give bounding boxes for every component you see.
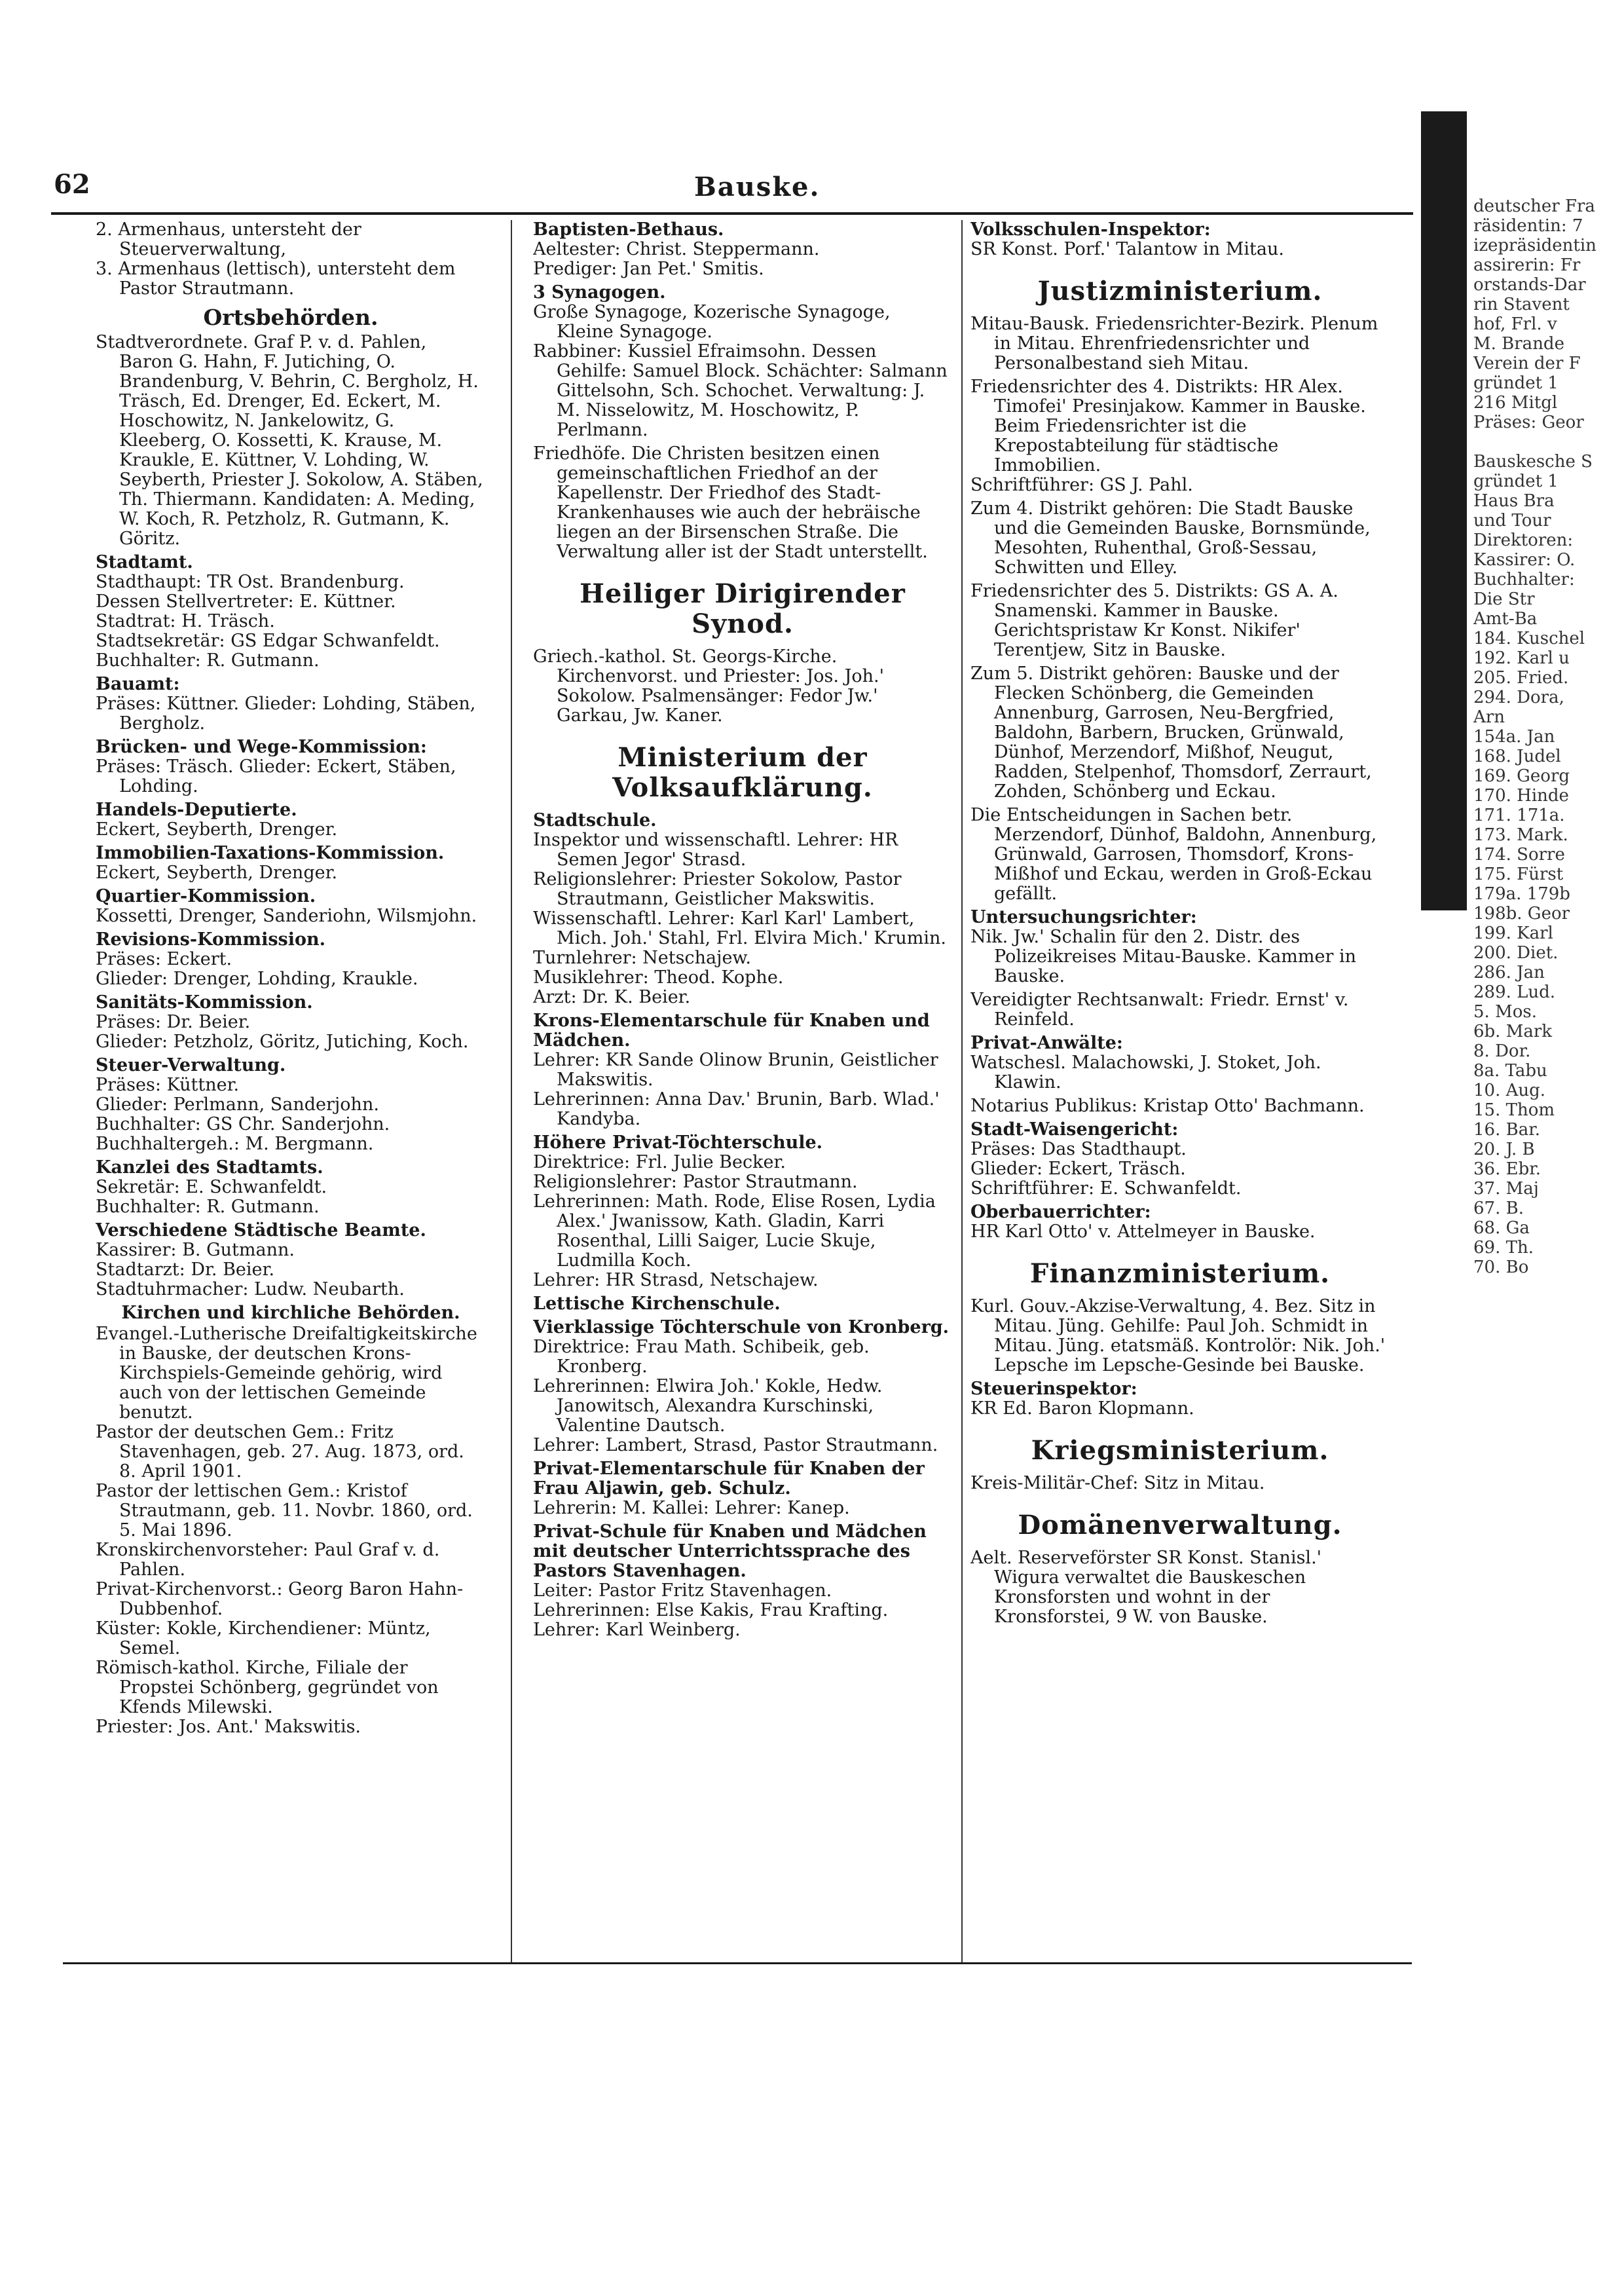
adjacent-line [1473, 432, 1624, 452]
entry-text: Eckert, Seyberth, Drenger. [96, 819, 338, 840]
entry-heading: Verschiedene Städtische Beamte. [96, 1220, 426, 1241]
adjacent-line: 6b. Mark [1473, 1022, 1553, 1041]
entry-text: Priester: Jos. Ant.' Makswitis. [96, 1717, 361, 1737]
entry-text: Lehrerinnen: Math. Rode, Elise Rosen, Lydia Alex.' Jwanissow, Kath. Gladin, Karri Rosenthal, Lilli Saiger, Lucie Skuje, Ludmilla Koch. [533, 1191, 936, 1271]
adjacent-line: 175. Fürst [1473, 865, 1564, 884]
adjacent-line: 70. Bo [1473, 1258, 1529, 1277]
entry-heading: Sanitäts-Kommission. [96, 992, 313, 1013]
adjacent-line: Die Str [1473, 589, 1535, 609]
entry-heading: Brücken- und Wege-Kommission: [96, 737, 427, 757]
running-head: Bauske. [694, 172, 821, 202]
entry-text: Pastor der lettischen Gem.: Kristof Strautmann, geb. 11. Novbr. 1860, ord. 5. Mai 1896. [96, 1481, 473, 1540]
entry-heading: Stadtamt. [96, 552, 193, 572]
entry-text: Präses: Küttner. Glieder: Lohding, Stäben, Bergholz. [96, 694, 476, 734]
section-heading: Kriegsministerium. [1031, 1435, 1329, 1466]
column-1 [96, 220, 486, 1962]
entry-text: KR Ed. Baron Klopmann. [970, 1398, 1194, 1419]
adjacent-line: 199. Karl [1473, 924, 1553, 943]
entry-text: Inspektor und wissenschaftl. Lehrer: HR Semen Jegor' Strasd. [533, 830, 898, 870]
adjacent-line: Verein der F [1473, 354, 1581, 373]
adjacent-line: 286. Jan [1473, 963, 1545, 982]
entry-text: Buchhalter: GS Chr. Sanderjohn. [96, 1114, 390, 1134]
entry-text: Schriftführer: E. Schwanfeldt. [970, 1178, 1242, 1199]
adjacent-line: 36. Ebr. [1473, 1159, 1541, 1179]
adjacent-line: Arn [1473, 707, 1505, 727]
entry-text: Stadtuhrmacher: Ludw. Neubarth. [96, 1279, 405, 1299]
entry-text: Lehrerinnen: Else Kakis, Frau Krafting. [533, 1600, 889, 1620]
adjacent-line: 171. 171a. [1473, 806, 1565, 825]
entry-text: Eckert, Seyberth, Drenger. [96, 863, 338, 883]
adjacent-line: 69. Th. [1473, 1238, 1534, 1258]
adjacent-line: rin Stavent [1473, 295, 1570, 314]
entry-text: Kassirer: B. Gutmann. [96, 1240, 295, 1260]
entry-text: Musiklehrer: Theod. Kophe. [533, 967, 784, 988]
entry-text: Stadtrat: H. Träsch. [96, 611, 275, 631]
adjacent-line: orstands-Dar [1473, 275, 1586, 295]
entry-text: Buchhaltergeh.: M. Bergmann. [96, 1134, 374, 1154]
entry-heading: Lettische Kirchenschule. [533, 1294, 781, 1314]
adjacent-line: hof, Frl. v [1473, 314, 1557, 334]
adjacent-line: 67. B. [1473, 1199, 1524, 1218]
entry-text: Leiter: Pastor Fritz Stavenhagen. [533, 1580, 832, 1601]
entry-text: Dessen Stellvertreter: E. Küttner. [96, 591, 396, 612]
entry-text: Präses: Das Stadthaupt. [970, 1139, 1187, 1159]
adjacent-line: Präses: Geor [1473, 413, 1584, 432]
adjacent-line: 200. Diet. [1473, 943, 1559, 963]
adjacent-line: Buchhalter: [1473, 570, 1575, 589]
entry-text: 3. Armenhaus (lettisch), untersteht dem Pastor Strautmann. [96, 259, 456, 299]
entry-text: Griech.-kathol. St. Georgs-Kirche. Kirchenvorst. und Priester: Jos. Joh.' Sokolow. Psalmensänger: Fedor Jw.' Garkau, Jw. Kaner. [533, 646, 885, 726]
entry-text: Sekretär: E. Schwanfeldt. [96, 1177, 327, 1197]
adjacent-line: 15. Thom [1473, 1100, 1555, 1120]
entry-text: Aeltester: Christ. Steppermann. [533, 239, 820, 259]
entry-text: Glieder: Drenger, Lohding, Kraukle. [96, 969, 418, 989]
adjacent-line: und Tour [1473, 511, 1551, 531]
adjacent-line: gründet 1 [1473, 472, 1559, 491]
entry-heading: Handels-Deputierte. [96, 800, 297, 820]
adjacent-page-text [1473, 196, 1624, 1277]
entry-text: Direktrice: Frl. Julie Becker. [533, 1152, 786, 1172]
section-heading: Ortsbehörden. [203, 305, 378, 330]
adjacent-line: Amt-Ba [1473, 609, 1538, 629]
entry-heading: Privat-Elementarschule für Knaben der Frau Aljawin, geb. Schulz. [533, 1459, 925, 1499]
entry-text: Römisch-kathol. Kirche, Filiale der Propstei Schönberg, gegründet von Kfends Milewski. [96, 1658, 439, 1717]
entry-heading: Bauamt: [96, 674, 180, 694]
entry-heading: Revisions-Kommission. [96, 929, 326, 950]
entry-text: Lehrer: Lambert, Strasd, Pastor Strautmann. [533, 1435, 938, 1455]
adjacent-line: 294. Dora, [1473, 688, 1564, 707]
entry-text: Zum 4. Distrikt gehören: Die Stadt Bauske und die Gemeinden Bauske, Bornsmünde, Mesohten, Ruhenthal, Groß-Sessau, Schwitten und Elley. [970, 498, 1371, 578]
entry-heading: Privat-Schule für Knaben und Mädchen mit deutscher Unterrichtssprache des Pastors Stavenhagen. [533, 1521, 927, 1581]
entry-text: Große Synagoge, Kozerische Synagoge, Kleine Synagoge. [533, 302, 891, 342]
entry-text: Stadtsekretär: GS Edgar Schwanfeldt. [96, 631, 440, 651]
adjacent-line: 174. Sorre [1473, 845, 1565, 865]
adjacent-line: assirerin: Fr [1473, 255, 1581, 275]
entry-heading: Oberbauerrichter: [970, 1202, 1151, 1222]
entry-text: Stadtverordnete. Graf P. v. d. Pahlen, Baron G. Hahn, F. Jutiching, O. Brandenburg, V. Behrin, C. Bergholz, H. Träsch, Ed. Drenger, Ed. Eckert, M. Hoschowitz, N. Jankelowitz, G. Kleeberg, O. Kossetti, K. Krause, M. Kraukle, E. Küttner, V. Lohding, W. Seyberth, Priester J. Sokolow, A. Stäben, Th. Thiermann. Kandidaten: A. Meding, W. Koch, R. Petzholz, R. Gutmann, K. Göritz. [96, 332, 483, 549]
adjacent-line: 173. Mark. [1473, 825, 1568, 845]
entry-text: Nik. Jw.' Schalin für den 2. Distr. des Polizeikreises Mitau-Bauske. Kammer in Bauske. [970, 927, 1356, 986]
entry-text: Religionslehrer: Pastor Strautmann. [533, 1172, 858, 1192]
entry-text: Watschesl. Malachowski, J. Stoket, Joh. Klawin. [970, 1053, 1321, 1092]
adjacent-line: 5. Mos. [1473, 1002, 1537, 1022]
entry-text: Kreis-Militär-Chef: Sitz in Mitau. [970, 1473, 1265, 1493]
entry-heading: 3 Synagogen. [533, 282, 666, 303]
adjacent-line: räsidentin: 7 [1473, 216, 1583, 236]
adjacent-line: 170. Hinde [1473, 786, 1569, 806]
adjacent-line: 179a. 179b [1473, 884, 1570, 904]
adjacent-line: 37. Maj [1473, 1179, 1539, 1199]
entry-text: Stadtarzt: Dr. Beier. [96, 1259, 275, 1280]
entry-text: Arzt: Dr. K. Beier. [533, 987, 691, 1007]
entry-text: Turnlehrer: Netschajew. [533, 948, 751, 968]
adjacent-line: 184. Kuschel [1473, 629, 1585, 648]
section-heading: Heiliger Dirigirender Synod. [580, 578, 906, 639]
entry-text: Kurl. Gouv.-Akzise-Verwaltung, 4. Bez. Sitz in Mitau. Jüng. Gehilfe: Paul Joh. Schmidt in Mitau. Jüng. etatsmäß. Kontrolör: Nik. Joh.' Lepsche im Lepsche-Gesinde bei Bauske. [970, 1296, 1386, 1375]
entry-text: Buchhalter: R. Gutmann. [96, 650, 320, 671]
adjacent-line: 205. Fried. [1473, 668, 1569, 688]
entry-heading: Kanzlei des Stadtamts. [96, 1157, 323, 1178]
section-heading: Ministerium der Volksaufklärung. [612, 742, 873, 803]
adjacent-line: 289. Lud. [1473, 982, 1556, 1002]
adjacent-line: 20. J. B [1473, 1140, 1535, 1159]
adjacent-line: M. Brande [1473, 334, 1564, 354]
entry-text: Prediger: Jan Pet.' Smitis. [533, 259, 764, 279]
entry-text: Zum 5. Distrikt gehören: Bauske und der Flecken Schönberg, die Gemeinden Annenburg, Garrosen, Neu-Bergfried, Baldohn, Barbern, Brucken, Grünwald, Dünhof, Merzendorf, Mißhof, Neugut, Radden, Stelpenhof, Thomsdorf, Zerraurt, Zohden, Schönberg und Eckau. [970, 663, 1372, 802]
entry-text: Friedensrichter des 4. Distrikts: HR Alex. Timofei' Presinjakow. Kammer in Bauske. Beim Friedensrichter ist die Krepostabteilung für städtische Immobilien. [970, 377, 1366, 476]
section-heading: Justizministerium. [1037, 276, 1323, 307]
entry-text: Religionslehrer: Priester Sokolow, Pastor Strautmann, Geistlicher Makswitis. [533, 869, 902, 909]
adjacent-line: 154a. Jan [1473, 727, 1555, 747]
adjacent-line: deutscher Fra [1473, 196, 1595, 216]
entry-text: Aelt. Reserveförster SR Konst. Stanisl.' Wigura verwaltet die Bauskeschen Kronsforsten und wohnt in der Kronsforstei, 9 W. von Bauske. [970, 1548, 1322, 1627]
adjacent-line: Direktoren: [1473, 531, 1574, 550]
entry-text: Friedensrichter des 5. Distrikts: GS A. A. Snamenski. Kammer in Bauske. Gerichtspristaw Kr Konst. Nikifer' Terentjew, Sitz in Bauske. [970, 581, 1338, 660]
adjacent-line: 216 Mitgl [1473, 393, 1558, 413]
entry-text: HR Karl Otto' v. Attelmeyer in Bauske. [970, 1222, 1316, 1242]
section-heading: Domänenverwaltung. [1018, 1510, 1342, 1540]
adjacent-line: 198b. Geor [1473, 904, 1570, 924]
entry-heading: Privat-Anwälte: [970, 1033, 1123, 1053]
binding-shadow [1421, 111, 1467, 910]
adjacent-line: 169. Georg [1473, 766, 1570, 786]
entry-text: Lehrer: KR Sande Olinow Brunin, Geistlicher Makswitis. [533, 1050, 938, 1090]
adjacent-line: gründet 1 [1473, 373, 1559, 393]
entry-text: Stadthaupt: TR Ost. Brandenburg. [96, 572, 405, 592]
entry-text: Lehrer: HR Strasd, Netschajew. [533, 1270, 819, 1290]
entry-text: Buchhalter: R. Gutmann. [96, 1197, 320, 1217]
adjacent-line: Bauskesche S [1473, 452, 1593, 472]
adjacent-line: 8. Dor. [1473, 1041, 1531, 1061]
entry-heading: Höhere Privat-Töchterschule. [533, 1132, 823, 1153]
entry-text: Kossetti, Drenger, Sanderiohn, Wilsmjohn. [96, 906, 477, 926]
entry-text: Evangel.-Lutherische Dreifaltigkeitskirche in Bauske, der deutschen Krons-Kirchspiels-Gemeinde gehörig, wird auch von der lettischen Gemeinde benutzt. [96, 1324, 477, 1423]
entry-text: Lehrerinnen: Elwira Joh.' Kokle, Hedw. Janowitsch, Alexandra Kurschinski, Valentine Dautsch. [533, 1376, 883, 1436]
entry-heading: Steuer-Verwaltung. [96, 1055, 286, 1075]
footer-rule [63, 1962, 1412, 1964]
entry-text: Lehrerin: M. Kallei: Lehrer: Kanep. [533, 1498, 850, 1518]
entry-heading: Vierklassige Töchterschule von Kronberg. [533, 1317, 950, 1337]
entry-heading: Steuerinspektor: [970, 1379, 1137, 1399]
adjacent-line: 192. Karl u [1473, 648, 1570, 668]
entry-heading: Baptisten-Bethaus. [533, 220, 724, 240]
entry-heading: Stadtschule. [533, 810, 657, 830]
entry-text: Notarius Publikus: Kristap Otto' Bachmann. [970, 1096, 1365, 1116]
entry-text: Präses: Träsch. Glieder: Eckert, Stäben, Lohding. [96, 756, 456, 796]
entry-heading: Immobilien-Taxations-Kommission. [96, 843, 445, 863]
entry-text: Wissenschaftl. Lehrer: Karl Karl' Lambert, Mich. Joh.' Stahl, Frl. Elvira Mich.' Krumin. [533, 908, 946, 948]
entry-heading: Krons-Elementarschule für Knaben und Mädchen. [533, 1011, 930, 1051]
entry-text: Küster: Kokle, Kirchendiener: Müntz, Semel. [96, 1618, 431, 1658]
entry-text: SR Konst. Porf.' Talantow in Mitau. [970, 239, 1284, 259]
entry-text: Glieder: Perlmann, Sanderjohn. [96, 1094, 379, 1115]
adjacent-line: izepräsidentin [1473, 236, 1596, 255]
column-divider [511, 220, 512, 1962]
entry-text: Friedhöfe. Die Christen besitzen einen gemeinschaftlichen Friedhof an der Kapellenstr. Der Friedhof des Stadt-Krankenhauses wie auch der hebräische liegen an der Birsenschen Straße. Die Verwaltung aller ist der Stadt unterstellt. [533, 443, 928, 562]
entry-heading: Stadt-Waisengericht: [970, 1119, 1179, 1140]
adjacent-line: 68. Ga [1473, 1218, 1530, 1238]
entry-text: Lehrer: Karl Weinberg. [533, 1620, 741, 1640]
entry-text: Glieder: Eckert, Träsch. [970, 1159, 1186, 1179]
entry-text: Präses: Küttner. [96, 1075, 240, 1095]
adjacent-line: 168. Judel [1473, 747, 1561, 766]
column-3 [970, 220, 1390, 1962]
entry-text: 2. Armenhaus, untersteht der Steuerverwaltung, [96, 220, 361, 259]
entry-text: Lehrerinnen: Anna Dav.' Brunin, Barb. Wlad.' Kandyba. [533, 1089, 940, 1129]
entry-text: Direktrice: Frau Math. Schibeik, geb. Kronberg. [533, 1337, 870, 1377]
entry-text: Die Entscheidungen in Sachen betr. Merzendorf, Dünhof, Baldohn, Annenburg, Grünwald, Garrosen, Thomsdorf, Krons-Mißhof und Eckau, werden in Groß-Eckau gefällt. [970, 805, 1377, 904]
page-number: 62 [54, 169, 90, 200]
entry-text: Präses: Dr. Beier. [96, 1012, 251, 1032]
adjacent-line: Haus Bra [1473, 491, 1555, 511]
adjacent-line: Kassirer: O. [1473, 550, 1576, 570]
entry-text: Vereidigter Rechtsanwalt: Friedr. Ernst' v. Reinfeld. [970, 990, 1349, 1030]
entry-text: Mitau-Bausk. Friedensrichter-Bezirk. Plenum in Mitau. Ehrenfriedensrichter und Personalbestand sieh Mitau. [970, 314, 1378, 373]
entry-text: Präses: Eckert. [96, 949, 232, 969]
entry-text: Schriftführer: GS J. Pahl. [970, 475, 1193, 495]
entry-heading: Quartier-Kommission. [96, 886, 316, 906]
entry-heading: Volksschulen-Inspektor: [970, 220, 1211, 240]
column-divider [961, 220, 963, 1962]
header-rule [51, 212, 1413, 215]
section-heading: Finanzministerium. [1029, 1258, 1331, 1289]
entry-heading: Untersuchungsrichter: [970, 907, 1197, 927]
adjacent-line: 8a. Tabu [1473, 1061, 1547, 1081]
adjacent-line: 16. Bar. [1473, 1120, 1541, 1140]
entry-text: Pastor der deutschen Gem.: Fritz Stavenhagen, geb. 27. Aug. 1873, ord. 8. April 1901. [96, 1422, 464, 1482]
column-2 [533, 220, 952, 1962]
entry-text: Rabbiner: Kussiel Efraimsohn. Dessen Gehilfe: Samuel Block. Schächter: Salmann Gittelsohn, Sch. Schochet. Verwaltung: J. M. Nisselowitz, M. Hoschowitz, P. Perlmann. [533, 341, 948, 440]
entry-text: Kronskirchenvorsteher: Paul Graf v. d. Pahlen. [96, 1540, 440, 1580]
entry-text: Privat-Kirchenvorst.: Georg Baron Hahn-Dubbenhof. [96, 1579, 464, 1619]
entry-text: Glieder: Petzholz, Göritz, Jutiching, Koch. [96, 1032, 469, 1052]
section-heading: Kirchen und kirchliche Behörden. [121, 1303, 460, 1323]
adjacent-line: 10. Aug. [1473, 1081, 1546, 1100]
